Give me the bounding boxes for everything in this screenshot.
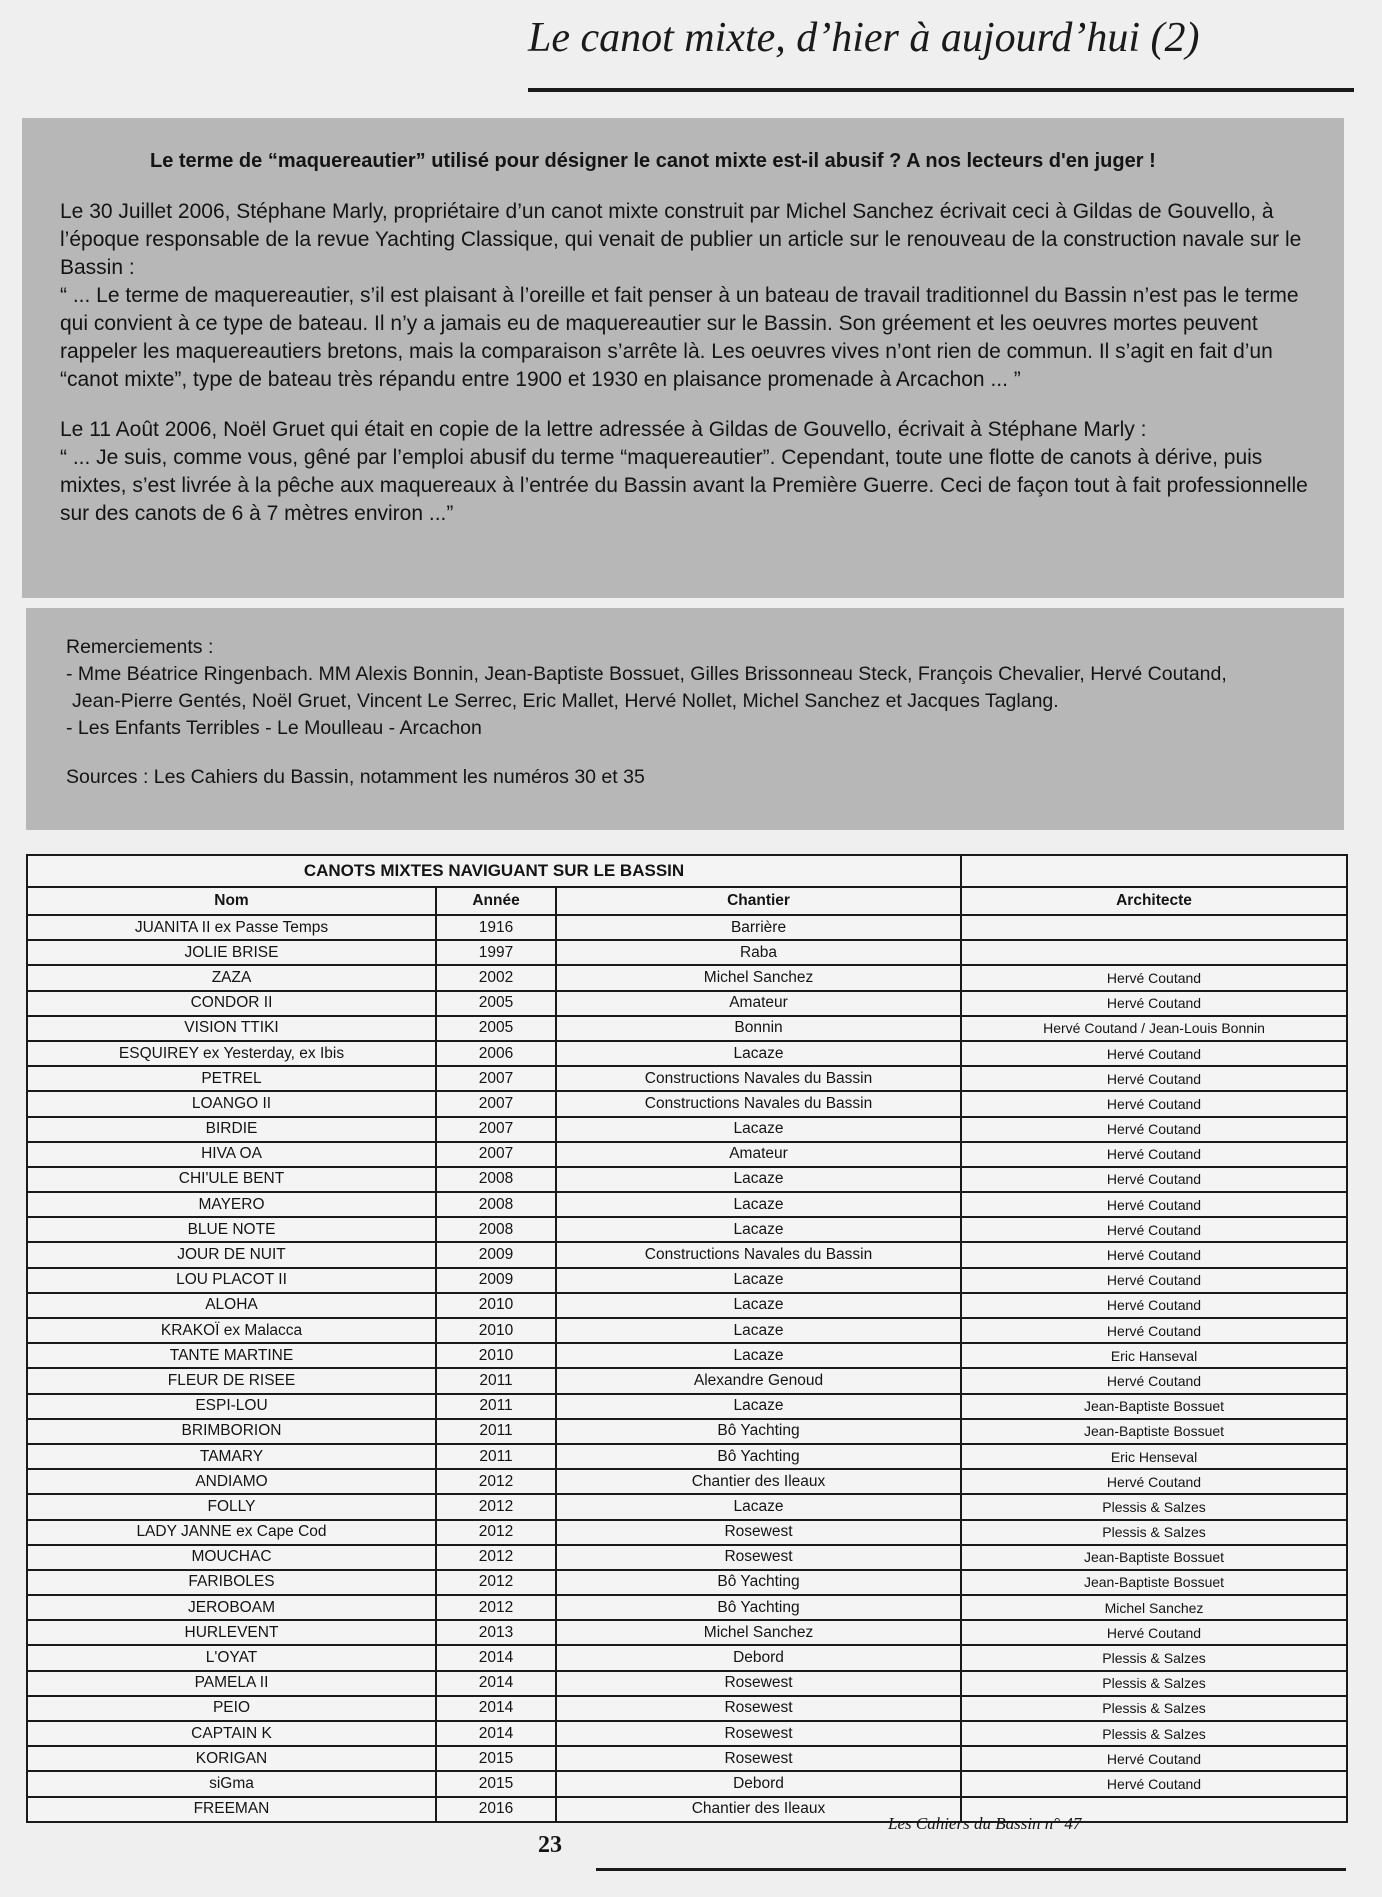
cell-architecte: Eric Hanseval <box>961 1343 1347 1368</box>
intro-box <box>22 118 1344 598</box>
cell-nom: LOANGO II <box>27 1091 436 1116</box>
cell-architecte: Hervé Coutand <box>961 1242 1347 1267</box>
cell-chantier: Lacaze <box>556 1293 961 1318</box>
cell-chantier: Michel Sanchez <box>556 965 961 990</box>
cell-chantier: Lacaze <box>556 1343 961 1368</box>
cell-nom: MAYERO <box>27 1192 436 1217</box>
table-row <box>27 1620 1347 1645</box>
cell-architecte: Plessis & Salzes <box>961 1494 1347 1519</box>
cell-architecte: Hervé Coutand / Jean-Louis Bonnin <box>961 1016 1347 1041</box>
cell-nom: LOU PLACOT II <box>27 1268 436 1293</box>
cell-architecte: Hervé Coutand <box>961 1318 1347 1343</box>
table-row <box>27 940 1347 965</box>
sources-line: Sources : Les Cahiers du Bassin, notamment les numéros 30 et 35 <box>66 766 645 788</box>
cell-annee: 2008 <box>436 1217 556 1242</box>
cell-architecte <box>961 915 1347 940</box>
table-row <box>27 1797 1347 1822</box>
cell-nom: MOUCHAC <box>27 1545 436 1570</box>
cell-chantier: Rosewest <box>556 1520 961 1545</box>
cell-nom: LADY JANNE ex Cape Cod <box>27 1520 436 1545</box>
table-row <box>27 1696 1347 1721</box>
cell-architecte: Jean-Baptiste Bossuet <box>961 1570 1347 1595</box>
column-header-architecte: Architecte <box>961 887 1347 915</box>
table-row <box>27 1494 1347 1519</box>
column-header-chantier: Chantier <box>556 887 961 915</box>
cell-annee: 2010 <box>436 1343 556 1368</box>
cell-chantier: Lacaze <box>556 1494 961 1519</box>
cell-architecte: Plessis & Salzes <box>961 1520 1347 1545</box>
table-row <box>27 1293 1347 1318</box>
cell-annee: 2011 <box>436 1394 556 1419</box>
intro-quote-1: “ ... Le terme de maquereautier, s’il est plaisant à l’oreille et fait penser à un bateau de travail traditionnel du Bassin n’est pas le terme qui convient à ce type de bateau. Il n’y a jamais eu de maquereautier sur le Bassin. Son gréement et les oeuvres mortes peuvent rappeler les maquereautiers bretons, mais la comparaison s’arrête là. Les oeuvres vives n’ont rien de commun. Il s’agit en fait d’un “canot mixte”, type de bateau très répandu entre 1900 et 1930 en plaisance promenade à Arcachon ... ” <box>60 284 1299 391</box>
cell-annee: 2015 <box>436 1746 556 1771</box>
cell-architecte: Eric Henseval <box>961 1444 1347 1469</box>
cell-architecte: Hervé Coutand <box>961 1293 1347 1318</box>
cell-architecte: Jean-Baptiste Bossuet <box>961 1394 1347 1419</box>
column-header-nom: Nom <box>27 887 436 915</box>
table-body <box>27 915 1347 1822</box>
table-row <box>27 1570 1347 1595</box>
cell-annee: 2007 <box>436 1066 556 1091</box>
cell-architecte: Hervé Coutand <box>961 991 1347 1016</box>
cell-nom: JEROBOAM <box>27 1595 436 1620</box>
cell-nom: ZAZA <box>27 965 436 990</box>
cell-architecte: Plessis & Salzes <box>961 1645 1347 1670</box>
table-row <box>27 915 1347 940</box>
cell-architecte: Michel Sanchez <box>961 1595 1347 1620</box>
cell-chantier: Constructions Navales du Bassin <box>556 1242 961 1267</box>
cell-annee: 2002 <box>436 965 556 990</box>
cell-architecte: Plessis & Salzes <box>961 1696 1347 1721</box>
cell-chantier: Bô Yachting <box>556 1419 961 1444</box>
table-row <box>27 1746 1347 1771</box>
table-row <box>27 1444 1347 1469</box>
cell-nom: ALOHA <box>27 1293 436 1318</box>
cell-annee: 2015 <box>436 1771 556 1796</box>
cell-chantier: Michel Sanchez <box>556 1620 961 1645</box>
table-row <box>27 1041 1347 1066</box>
cell-chantier: Raba <box>556 940 961 965</box>
cell-annee: 2013 <box>436 1620 556 1645</box>
cell-nom: HIVA OA <box>27 1142 436 1167</box>
table-row <box>27 1268 1347 1293</box>
table-row <box>27 1545 1347 1570</box>
acknowledgements-line: - Les Enfants Terribles - Le Moulleau - Arcachon <box>66 717 482 739</box>
cell-annee: 2007 <box>436 1142 556 1167</box>
cell-chantier: Constructions Navales du Bassin <box>556 1066 961 1091</box>
cell-annee: 2010 <box>436 1318 556 1343</box>
cell-nom: CAPTAIN K <box>27 1721 436 1746</box>
cell-nom: JUANITA II ex Passe Temps <box>27 915 436 940</box>
cell-nom: ANDIAMO <box>27 1469 436 1494</box>
table-row <box>27 1117 1347 1142</box>
cell-nom: BLUE NOTE <box>27 1217 436 1242</box>
table-row <box>27 1217 1347 1242</box>
table-row <box>27 1091 1347 1116</box>
cell-chantier: Lacaze <box>556 1192 961 1217</box>
cell-annee: 2012 <box>436 1545 556 1570</box>
cell-chantier: Lacaze <box>556 1394 961 1419</box>
cell-chantier: Rosewest <box>556 1721 961 1746</box>
table-row <box>27 1242 1347 1267</box>
table-row <box>27 1318 1347 1343</box>
cell-annee: 2007 <box>436 1117 556 1142</box>
cell-architecte: Hervé Coutand <box>961 1771 1347 1796</box>
intro-heading: Le terme de “maquereautier” utilisé pour désigner le canot mixte est-il abusif ? A nos lecteurs d'en juger ! <box>150 150 1156 172</box>
cell-annee: 2011 <box>436 1444 556 1469</box>
cell-annee: 2012 <box>436 1494 556 1519</box>
cell-chantier: Amateur <box>556 1142 961 1167</box>
cell-chantier: Bonnin <box>556 1016 961 1041</box>
cell-chantier: Rosewest <box>556 1746 961 1771</box>
cell-chantier: Bô Yachting <box>556 1595 961 1620</box>
cell-chantier: Amateur <box>556 991 961 1016</box>
cell-annee: 2009 <box>436 1268 556 1293</box>
cell-annee: 1916 <box>436 915 556 940</box>
intro-paragraph-1: Le 30 Juillet 2006, Stéphane Marly, propriétaire d’un canot mixte construit par Michel Sanchez écrivait ceci à Gildas de Gouvello, à l’époque responsable de la revue Yachting Classique, qui venait de publier un article sur le renouveau de la construction navale sur le Bassin : <box>60 200 1302 279</box>
cell-chantier: Chantier des Ileaux <box>556 1797 961 1822</box>
title-divider <box>528 88 1354 92</box>
cell-nom: PEIO <box>27 1696 436 1721</box>
cell-architecte <box>961 940 1347 965</box>
cell-architecte: Hervé Coutand <box>961 1192 1347 1217</box>
table-row <box>27 1368 1347 1393</box>
magazine-reference: Les Cahiers du Bassin n° 47 <box>888 1814 1082 1833</box>
cell-nom: siGma <box>27 1771 436 1796</box>
table-row <box>27 1192 1347 1217</box>
cell-architecte: Hervé Coutand <box>961 1117 1347 1142</box>
cell-annee: 2005 <box>436 991 556 1016</box>
cell-architecte: Plessis & Salzes <box>961 1671 1347 1696</box>
cell-nom: BIRDIE <box>27 1117 436 1142</box>
cell-annee: 2014 <box>436 1721 556 1746</box>
cell-nom: FREEMAN <box>27 1797 436 1822</box>
table-row <box>27 1167 1347 1192</box>
cell-chantier: Lacaze <box>556 1167 961 1192</box>
cell-nom: PETREL <box>27 1066 436 1091</box>
cell-annee: 2007 <box>436 1091 556 1116</box>
intro-quote-2: “ ... Je suis, comme vous, gêné par l’emploi abusif du terme “maquereautier”. Cependant, toute une flotte de canots à dérive, puis mixtes, s’est livrée à la pêche aux maquereaux à l’entrée du Bassin avant la Première Guerre. Ceci de façon tout à fait professionnelle sur des canots de 6 à 7 mètres environ ...” <box>60 446 1308 525</box>
table-row <box>27 1595 1347 1620</box>
cell-architecte: Plessis & Salzes <box>961 1721 1347 1746</box>
cell-nom: HURLEVENT <box>27 1620 436 1645</box>
cell-annee: 2005 <box>436 1016 556 1041</box>
cell-nom: KORIGAN <box>27 1746 436 1771</box>
cell-architecte: Hervé Coutand <box>961 1746 1347 1771</box>
cell-chantier: Alexandre Genoud <box>556 1368 961 1393</box>
cell-chantier: Lacaze <box>556 1318 961 1343</box>
cell-chantier: Debord <box>556 1771 961 1796</box>
cell-annee: 2008 <box>436 1167 556 1192</box>
cell-annee: 2014 <box>436 1671 556 1696</box>
cell-chantier: Rosewest <box>556 1696 961 1721</box>
cell-nom: CONDOR II <box>27 991 436 1016</box>
cell-chantier: Bô Yachting <box>556 1570 961 1595</box>
table-row <box>27 991 1347 1016</box>
cell-nom: KRAKOÏ ex Malacca <box>27 1318 436 1343</box>
cell-nom: ESQUIREY ex Yesterday, ex Ibis <box>27 1041 436 1066</box>
cell-chantier: Rosewest <box>556 1671 961 1696</box>
acknowledgements-line: - Mme Béatrice Ringenbach. MM Alexis Bonnin, Jean-Baptiste Bossuet, Gilles Brissonneau Steck, François Chevalier, Hervé Coutand, <box>66 663 1227 685</box>
cell-nom: JOLIE BRISE <box>27 940 436 965</box>
cell-architecte: Hervé Coutand <box>961 1167 1347 1192</box>
cell-architecte: Hervé Coutand <box>961 1620 1347 1645</box>
table-row <box>27 1721 1347 1746</box>
cell-nom: CHI'ULE BENT <box>27 1167 436 1192</box>
intro-paragraph-2: Le 11 Août 2006, Noël Gruet qui était en copie de la lettre adressée à Gildas de Gouvello, écrivait à Stéphane Marly : <box>60 418 1147 441</box>
cell-annee: 2016 <box>436 1797 556 1822</box>
cell-nom: PAMELA II <box>27 1671 436 1696</box>
bottom-divider <box>596 1868 1346 1871</box>
cell-annee: 2012 <box>436 1595 556 1620</box>
cell-architecte: Hervé Coutand <box>961 1091 1347 1116</box>
acknowledgements-title: Remerciements : <box>66 636 214 658</box>
cell-annee: 2008 <box>436 1192 556 1217</box>
cell-architecte: Hervé Coutand <box>961 1368 1347 1393</box>
cell-architecte: Hervé Coutand <box>961 1066 1347 1091</box>
cell-nom: JOUR DE NUIT <box>27 1242 436 1267</box>
cell-annee: 2014 <box>436 1696 556 1721</box>
table-caption-empty-cell <box>961 855 1347 887</box>
table-row <box>27 1671 1347 1696</box>
table-row <box>27 1419 1347 1444</box>
cell-annee: 2012 <box>436 1570 556 1595</box>
cell-architecte: Jean-Baptiste Bossuet <box>961 1419 1347 1444</box>
cell-architecte: Jean-Baptiste Bossuet <box>961 1545 1347 1570</box>
cell-chantier: Lacaze <box>556 1117 961 1142</box>
cell-chantier: Barrière <box>556 915 961 940</box>
acknowledgements-line: Jean-Pierre Gentés, Noël Gruet, Vincent Le Serrec, Eric Mallet, Hervé Nollet, Michel Sanchez et Jacques Taglang. <box>72 690 1059 712</box>
cell-nom: L'OYAT <box>27 1645 436 1670</box>
column-header-annee: Année <box>436 887 556 915</box>
cell-nom: FLEUR DE RISEE <box>27 1368 436 1393</box>
cell-architecte: Hervé Coutand <box>961 1268 1347 1293</box>
cell-chantier: Lacaze <box>556 1268 961 1293</box>
cell-nom: TANTE MARTINE <box>27 1343 436 1368</box>
cell-chantier: Debord <box>556 1645 961 1670</box>
table-row <box>27 965 1347 990</box>
cell-architecte: Hervé Coutand <box>961 965 1347 990</box>
table-row <box>27 1066 1347 1091</box>
cell-chantier: Bô Yachting <box>556 1444 961 1469</box>
cell-nom: VISION TTIKI <box>27 1016 436 1041</box>
cell-annee: 2006 <box>436 1041 556 1066</box>
cell-architecte: Hervé Coutand <box>961 1217 1347 1242</box>
cell-chantier: Lacaze <box>556 1217 961 1242</box>
cell-nom: BRIMBORION <box>27 1419 436 1444</box>
cell-chantier: Chantier des Ileaux <box>556 1469 961 1494</box>
table-row <box>27 1343 1347 1368</box>
cell-annee: 2012 <box>436 1520 556 1545</box>
table-row <box>27 1016 1347 1041</box>
cell-annee: 2014 <box>436 1645 556 1670</box>
cell-nom: FARIBOLES <box>27 1570 436 1595</box>
table-row <box>27 1469 1347 1494</box>
table-row <box>27 1645 1347 1670</box>
cell-annee: 2011 <box>436 1368 556 1393</box>
page-number: 23 <box>538 1832 562 1858</box>
cell-annee: 2011 <box>436 1419 556 1444</box>
acknowledgements-box <box>26 608 1344 830</box>
cell-chantier: Lacaze <box>556 1041 961 1066</box>
cell-architecte: Hervé Coutand <box>961 1041 1347 1066</box>
cell-architecte: Hervé Coutand <box>961 1142 1347 1167</box>
cell-annee: 1997 <box>436 940 556 965</box>
cell-architecte: Hervé Coutand <box>961 1469 1347 1494</box>
cell-annee: 2012 <box>436 1469 556 1494</box>
boats-table <box>26 854 1348 1823</box>
cell-nom: FOLLY <box>27 1494 436 1519</box>
cell-nom: ESPI-LOU <box>27 1394 436 1419</box>
cell-nom: TAMARY <box>27 1444 436 1469</box>
table-row <box>27 1394 1347 1419</box>
cell-annee: 2010 <box>436 1293 556 1318</box>
table-row <box>27 1771 1347 1796</box>
table-caption: CANOTS MIXTES NAVIGUANT SUR LE BASSIN <box>27 855 961 887</box>
page-title: Le canot mixte, d’hier à aujourd’hui (2) <box>528 15 1200 61</box>
cell-chantier: Constructions Navales du Bassin <box>556 1091 961 1116</box>
table-row <box>27 1520 1347 1545</box>
cell-chantier: Rosewest <box>556 1545 961 1570</box>
cell-annee: 2009 <box>436 1242 556 1267</box>
table-row <box>27 1142 1347 1167</box>
